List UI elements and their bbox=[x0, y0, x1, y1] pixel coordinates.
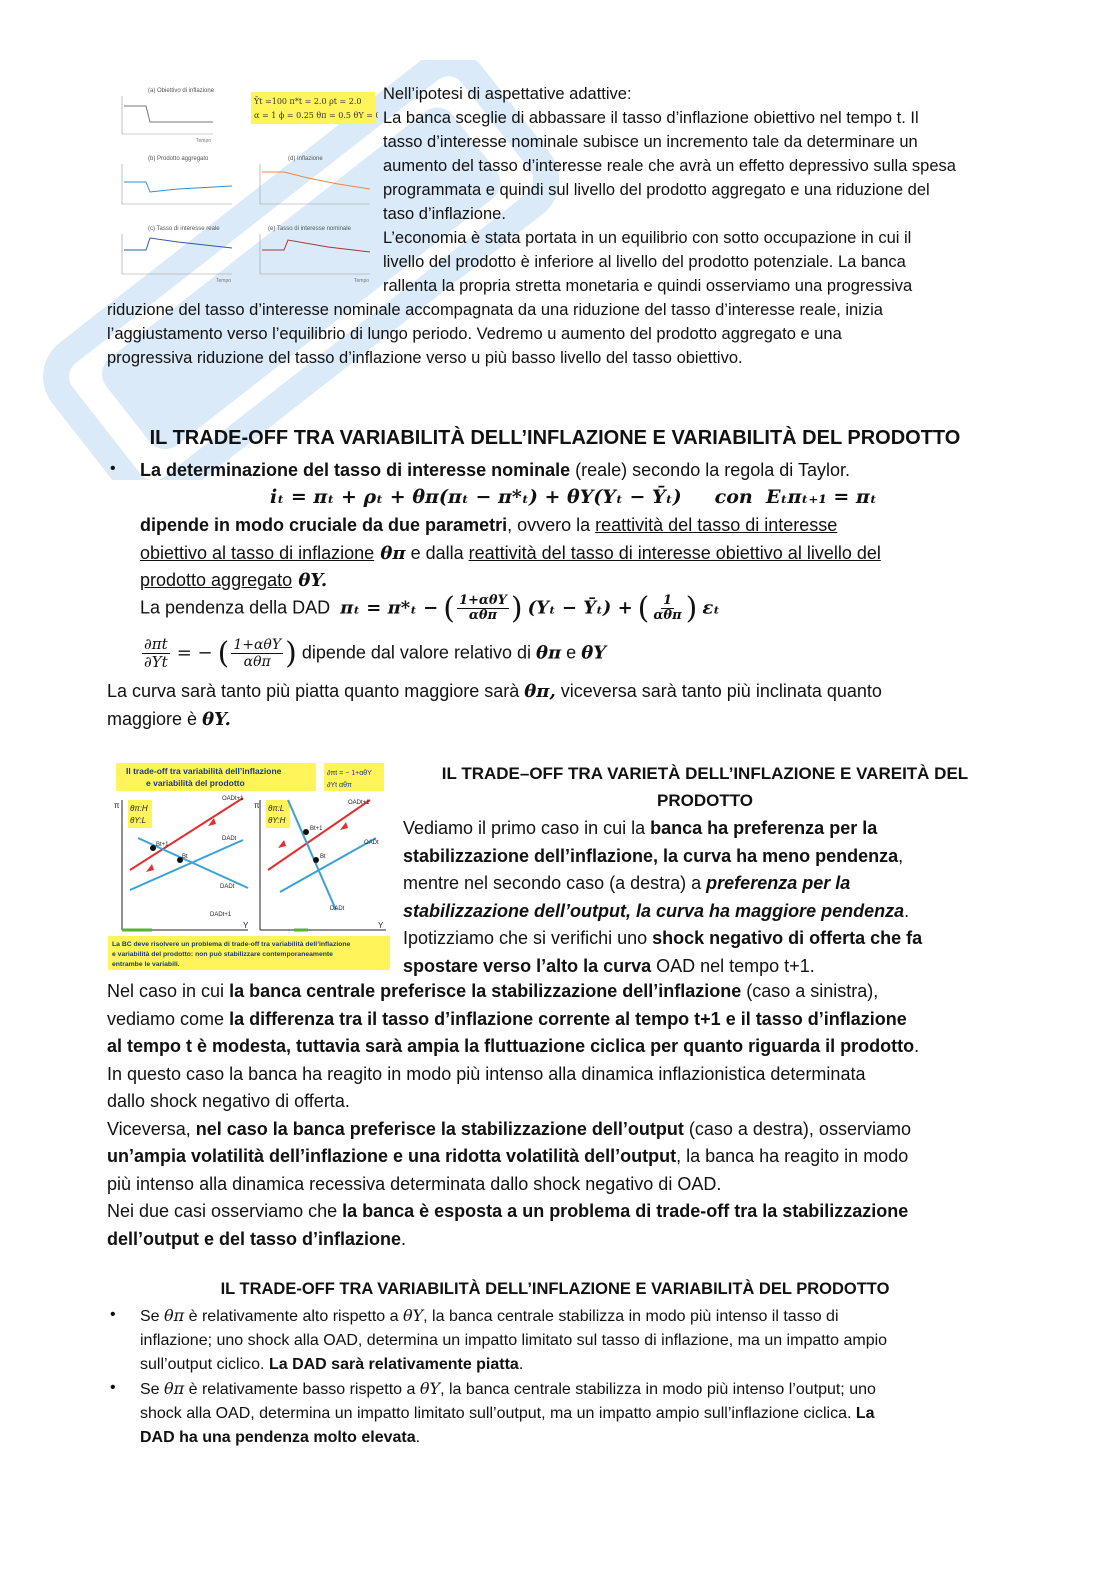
right-box-theta-y: θY:H bbox=[268, 816, 286, 825]
section2-title bbox=[400, 760, 1010, 814]
intro-paragraph bbox=[383, 82, 1023, 298]
theta-y-symbol: θY. bbox=[292, 570, 328, 591]
intro-line: rallenta la propria stretta monetaria e quindi osserviamo una progressiva bbox=[383, 277, 913, 295]
derivative-text: e bbox=[561, 642, 582, 663]
svg-text:Bt: Bt bbox=[182, 854, 188, 860]
panel-a-title: (a) Obiettivo di inflazione bbox=[148, 88, 215, 94]
intro-line: l’aggiustamento verso l’equilibrio di lungo periodo. Vedremo u aumento del prodotto aggregato e una bbox=[107, 325, 842, 343]
derivative-rhs-fraction: $\frac{\text{1+αθY}}{\text{αθπ}}$ bbox=[233, 637, 282, 670]
svg-text:π: π bbox=[114, 801, 120, 810]
svg-text:Bt+1: Bt+1 bbox=[156, 842, 169, 848]
section3-title: IL TRADE-OFF TRA VARIABILITÀ DELL’INFLAZIONE E VARIABILITÀ DEL PRODOTTO bbox=[220, 1280, 890, 1298]
intro-line: Nell’ipotesi di aspettative adattive: bbox=[383, 85, 632, 103]
left-box-theta-y: θY:L bbox=[130, 816, 147, 825]
bullet-icon: • bbox=[110, 1379, 116, 1396]
svg-text:Tempo: Tempo bbox=[216, 278, 232, 284]
svg-text:Y: Y bbox=[378, 921, 384, 930]
svg-text:DADt: DADt bbox=[220, 884, 235, 890]
bullet-icon: • bbox=[110, 1306, 116, 1323]
left-box-theta-pi: θπ:H bbox=[130, 804, 148, 813]
section2-title-line: PRODOTTO bbox=[656, 791, 754, 810]
svg-text:OADt+1: OADt+1 bbox=[222, 796, 244, 802]
svg-text:Tempo: Tempo bbox=[354, 278, 370, 284]
slope-fraction-1: $\frac{\text{1+αθY}}{\text{αθπ}}$ bbox=[458, 593, 507, 623]
intro-line: progressiva riduzione del tasso d’inflazione verso u più basso livello del tasso obiettivo. bbox=[107, 349, 743, 367]
section2-title-line: IL TRADE–OFF TRA VARIETÀ DELL’INFLAZIONE E VAREITÀ DEL bbox=[441, 764, 969, 783]
tradeoff-diagram bbox=[108, 760, 390, 970]
curve-text: maggiore è bbox=[107, 708, 203, 729]
svg-text:DADt: DADt bbox=[330, 906, 345, 912]
simulation-charts bbox=[108, 82, 378, 292]
intro-line: aumento del tasso d’interesse reale che avrà un effetto depressivo sulla spesa bbox=[383, 157, 956, 175]
section2-p2: Nel caso in cui la banca centrale preferisce la stabilizzazione dell’inflazione (caso a sinistra), vediamo come la differenza tra il tasso d’inflazione corrente al tempo t+1 e il tasso d’inflazione al tempo t è modesta, tuttavia sarà ampia la fluttuazione ciclica per quanto riguarda il prodotto. In questo caso la banca ha reagito in modo più intenso alla dinamica inflazionistica determinata dallo shock negativo di offerta. Viceversa, nel caso la banca preferisce la stabilizzazione dell’output (caso a destra), osserviamo un’ampia volatilità dell’inflazione e una ridotta volatilità dell’output, la banca ha reagito in modo più intenso alla dinamica recessiva determinata dallo shock negativo di OAD. Nei due casi osserviamo che la banca è esposta a un problema di trade-off tra la stabilizzazione dell’output e del tasso d’inflazione. bbox=[107, 981, 920, 1249]
figure-title: Il trade-off tra variabilità dell’inflazione bbox=[126, 766, 282, 776]
svg-text:Bt: Bt bbox=[320, 854, 326, 860]
bullet-icon: • bbox=[110, 460, 116, 477]
right-box-theta-pi: θπ:L bbox=[268, 804, 285, 813]
svg-text:DADt: DADt bbox=[222, 836, 237, 842]
figure-formula: ∂πt = − 1+αθY bbox=[327, 770, 372, 777]
slope-label: La pendenza della DAD bbox=[140, 597, 331, 618]
dep-underline: obiettivo al tasso di inflazione bbox=[140, 542, 375, 563]
svg-text:∂Yt αθπ: ∂Yt αθπ bbox=[327, 782, 352, 789]
curve-paragraph bbox=[107, 678, 1027, 733]
intro-line: tasso d’interesse nominale subisce un incremento tale da determinare un bbox=[383, 133, 918, 151]
theta-pi-symbol: θπ, bbox=[524, 681, 556, 702]
panel-e-title: (e) Tasso di interesse nominale bbox=[268, 226, 351, 232]
dep-bold: dipende in modo cruciale da due parametri bbox=[140, 515, 508, 535]
derivative-eq: = − bbox=[176, 642, 213, 664]
slope-fraction-2: $\frac{1}{\text{αθπ}}$ bbox=[653, 593, 682, 623]
svg-text:e variabilità del prodotto: e variabilità del prodotto bbox=[146, 778, 245, 788]
intro-line: taso d’inflazione. bbox=[383, 205, 506, 223]
dep-underline: prodotto aggregato bbox=[140, 570, 293, 590]
slope-end: εₜ bbox=[702, 597, 720, 619]
intro-line: livello del prodotto è inferiore al livello del prodotto potenziale. La banca bbox=[383, 253, 906, 271]
intro-line: programmata e quindi sul livello del prodotto aggregato e una riduzione del bbox=[383, 181, 930, 199]
svg-text:e variabilità del prodotto: no: e variabilità del prodotto: non può stabilizzare contemporaneamente bbox=[112, 951, 333, 958]
dependency-paragraph bbox=[140, 512, 1020, 595]
curve-text: viceversa sarà tanto più inclinata quanto bbox=[555, 681, 882, 701]
dep-underline: reattività del tasso di interesse bbox=[595, 515, 838, 535]
bullet-rest: (reale) secondo la regola di Taylor. bbox=[570, 460, 850, 480]
slope-eq-left: πₜ = π*ₜ − bbox=[340, 597, 439, 619]
svg-text:π: π bbox=[254, 801, 260, 810]
svg-text:OADt: OADt bbox=[364, 840, 379, 846]
theta-pi-symbol: θπ bbox=[374, 542, 406, 564]
theta-y-symbol: θY. bbox=[202, 708, 231, 730]
intro-line: riduzione del tasso d’interesse nominale accompagnata da una riduzione del tasso d’interesse reale, inizia bbox=[107, 301, 883, 319]
dep-text: , ovvero la bbox=[507, 515, 596, 535]
theta-y-symbol: θY bbox=[581, 642, 607, 664]
svg-text:OADt+1: OADt+1 bbox=[348, 800, 370, 806]
section3-bullet-1: Se θπ è relativamente alto rispetto a θY, la banca centrale stabilizza in modo più intenso il tasso di inflazione; uno shock alla OAD, determina un impatto limitato sul tasso di inflazione, ma un impatto ampio sull’output ciclico. La DAD sarà relativamente piatta. bbox=[140, 1306, 888, 1373]
curve-text: La curva sarà tanto più piatta quanto maggiore sarà bbox=[107, 681, 525, 701]
derivative-fraction: $\frac{\partial\pi t}{\partial Yt}$ bbox=[144, 635, 168, 671]
theta-pi-symbol: θπ bbox=[535, 642, 562, 664]
derivative-text: dipende dal valore relativo di bbox=[301, 642, 536, 663]
dad-slope-line: La pendenza della DAD πₜ = π*ₜ − ( $\frac{\text{1+αθY}}{\text{αθπ}}$ ) (Yₜ − Ȳₜ) + ( $\frac{1}{\text{αθπ}}$ ) εₜ bbox=[140, 590, 720, 626]
param-line-1: Ȳt =100 π*t = 2.0 ρt = 2.0 bbox=[254, 97, 362, 106]
figure-caption: La BC deve risolvere un problema di trade-off tra variabilità dell’inflazione bbox=[112, 941, 351, 948]
dep-text: e dalla bbox=[405, 542, 469, 563]
derivative-line: $\frac{\partial\pi t}{\partial Yt}$ = − ( $\frac{\text{1+αθY}}{\text{αθπ}}$ ) dipende dal valore relativo di θπ e θY bbox=[144, 635, 607, 671]
svg-text:DADt+1: DADt+1 bbox=[210, 912, 232, 918]
svg-text:Bt+1: Bt+1 bbox=[310, 826, 323, 832]
panel-d-title: (d) Inflazione bbox=[288, 156, 323, 162]
panel-b-title: (b) Prodotto aggregato bbox=[148, 156, 209, 162]
taylor-rule-intro bbox=[140, 457, 1020, 485]
section2-p1: Vediamo il primo caso in cui la banca ha preferenza per la stabilizzazione dell’inflazione, la curva ha meno pendenza, mentre nel secondo caso (a destra) a preferenza per la stabilizzazione dell’output, la curva ha maggiore pendenza. Ipotizziamo che si verifichi uno shock negativo di offerta che fa spostare verso l’alto la curva OAD nel tempo t+1. bbox=[403, 818, 923, 976]
svg-text:Tempo: Tempo bbox=[196, 138, 212, 144]
svg-text:Y: Y bbox=[243, 921, 249, 930]
intro-line: L’economia è stata portata in un equilibrio con sotto occupazione in cui il bbox=[383, 229, 912, 247]
dep-underline: reattività del tasso di interesse obiettivo al livello del bbox=[468, 542, 881, 563]
slope-mid: (Yₜ − Ȳₜ) + bbox=[527, 597, 633, 619]
section3-bullet-2: Se θπ è relativamente basso rispetto a θY, la banca centrale stabilizza in modo più intenso l’output; uno shock alla OAD, determina un impatto limitato sull’output, ma un impatto ampio sull’inflazione ciclica. La DAD ha una pendenza molto elevata. bbox=[140, 1379, 876, 1446]
intro-continuation bbox=[107, 298, 1027, 370]
bullet-bold: La determinazione del tasso di interesse nominale bbox=[140, 460, 571, 480]
intro-line: La banca sceglie di abbassare il tasso d’inflazione obiettivo nel tempo t. Il bbox=[383, 109, 919, 127]
section1-title: IL TRADE-OFF TRA VARIABILITÀ DELL’INFLAZIONE E VARIABILITÀ DEL PRODOTTO bbox=[149, 427, 961, 449]
param-line-2: α = 1 ϕ = 0.25 θπ = 0.5 θY = 0.5 bbox=[254, 111, 378, 120]
panel-c-title: (c) Tasso di interesse reale bbox=[148, 226, 220, 232]
taylor-equation: iₜ = πₜ + ρₜ + θπ(πₜ − π*ₜ) + θY(Yₜ − Ȳₜ) con Eₜπₜ₊₁ = πₜ bbox=[270, 486, 877, 508]
svg-text:entrambe le variabili.: entrambe le variabili. bbox=[112, 961, 180, 968]
